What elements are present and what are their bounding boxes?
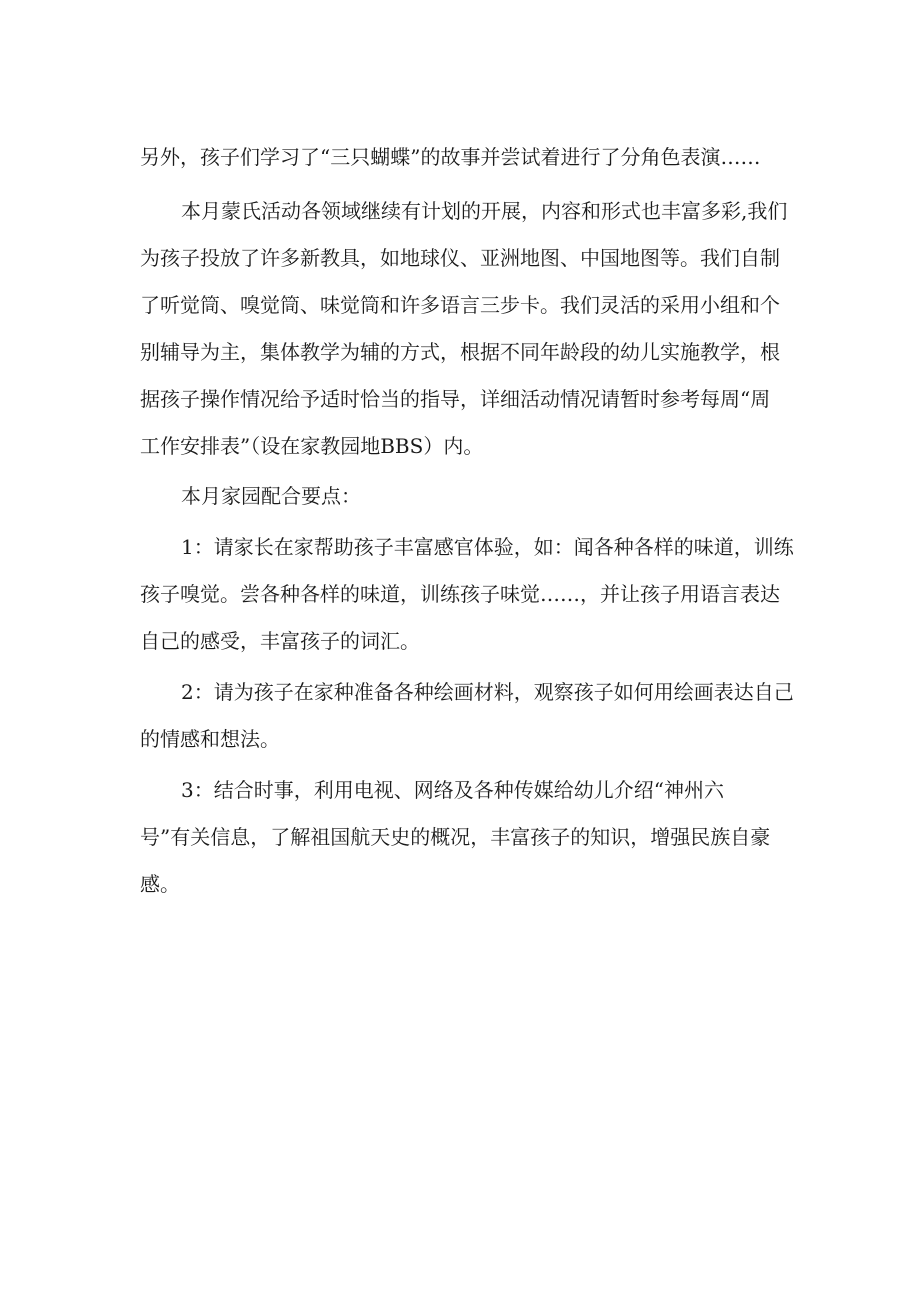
paragraph-line: 为孩子投放了许多新教具，如地球仪、亚洲地图、中国地图等。我们自制 xyxy=(140,246,780,270)
section-heading: 本月家园配合要点： xyxy=(181,484,361,508)
list-item-line: 2：请为孩子在家种准备各种绘画材料，观察孩子如何用绘画表达自己 xyxy=(181,680,794,704)
list-item-line: 1：请家长在家帮助孩子丰富感官体验，如：闻各种各样的味道，训练 xyxy=(181,535,794,559)
paragraph-line: 据孩子操作情况给予适时恰当的指导，详细活动情况请暂时参考每周“周 xyxy=(140,387,771,411)
paragraph-line: 另外，孩子们学习了“三只蝴蝶”的故事并尝试着进行了分角色表演…… xyxy=(140,145,761,169)
list-item-line: 号”有关信息，了解祖国航天史的概况，丰富孩子的知识，增强民族自豪 xyxy=(140,825,771,849)
paragraph-line: 了听觉筒、嗅觉筒、味觉筒和许多语言三步卡。我们灵活的采用小组和个 xyxy=(140,293,780,317)
list-item-line: 3：结合时事，利用电视、网络及各种传媒给幼儿介绍“神州六 xyxy=(181,778,724,802)
paragraph-line: 本月蒙氏活动各领域继续有计划的开展，内容和形式也丰富多彩,我们 xyxy=(181,199,788,223)
paragraph-line: 别辅导为主，集体教学为辅的方式，根据不同年龄段的幼儿实施教学，根 xyxy=(140,340,780,364)
list-item-line: 的情感和想法。 xyxy=(140,727,280,751)
list-item-line: 自己的感受，丰富孩子的词汇。 xyxy=(140,629,420,653)
paragraph-line: 工作安排表”（设在家教园地BBS）内。 xyxy=(140,434,484,458)
list-item-line: 感。 xyxy=(140,872,180,896)
list-item-line: 孩子嗅觉。尝各种各样的味道，训练孩子味觉……，并让孩子用语言表达 xyxy=(140,582,780,606)
